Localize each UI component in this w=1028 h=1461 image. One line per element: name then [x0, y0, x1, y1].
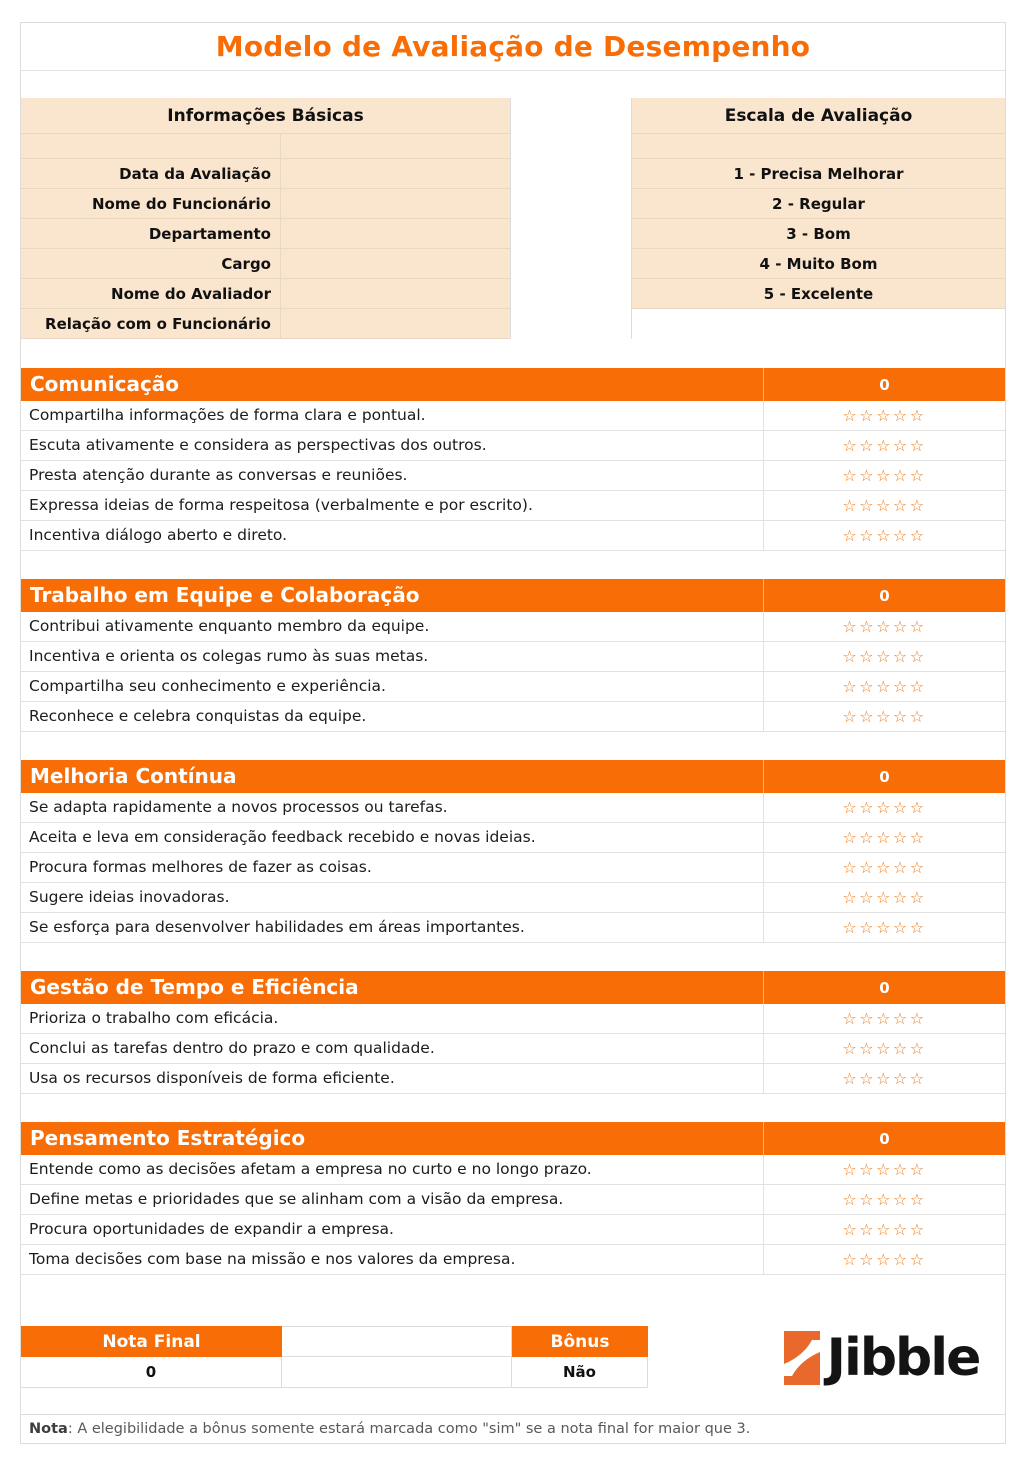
basic-info-empty-value-cell[interactable]: [281, 134, 510, 159]
spacer: [21, 339, 1005, 368]
criterion-text: Presta atenção durante as conversas e reuniões.: [29, 466, 408, 484]
category-section: [21, 971, 1005, 1094]
criterion-row: [21, 1215, 1005, 1245]
star-rating[interactable]: ☆☆☆☆☆: [763, 1034, 1005, 1063]
basic-info-block: [21, 98, 1005, 339]
star-rating[interactable]: ☆☆☆☆☆: [763, 702, 1005, 731]
basic-info-value-cell[interactable]: [281, 309, 510, 339]
basic-info-header: Informações Básicas: [21, 98, 510, 134]
criterion-row: [21, 461, 1005, 491]
rating-scale-empty-row: [632, 134, 1005, 159]
star-rating[interactable]: ☆☆☆☆☆: [763, 883, 1005, 912]
criterion-text: Compartilha informações de forma clara e pontual.: [29, 406, 426, 424]
category-header: [21, 971, 1005, 1004]
basic-info-row: [21, 159, 510, 189]
criterion-row: [21, 1034, 1005, 1064]
basic-info-label: Cargo: [21, 249, 281, 279]
category-header: [21, 760, 1005, 793]
criterion-row: [21, 521, 1005, 551]
bonus-value: Não: [512, 1357, 648, 1388]
star-rating[interactable]: ☆☆☆☆☆: [763, 431, 1005, 460]
criterion-row: [21, 1064, 1005, 1094]
rating-scale-level: 2 - Regular: [632, 189, 1005, 219]
final-score-column: [21, 1326, 282, 1388]
star-rating[interactable]: ☆☆☆☆☆: [763, 672, 1005, 701]
star-rating[interactable]: ☆☆☆☆☆: [763, 1185, 1005, 1214]
criterion-row: [21, 702, 1005, 732]
rating-scale-levels: [632, 159, 1005, 309]
criterion-row: [21, 431, 1005, 461]
category-section: [21, 1122, 1005, 1275]
criterion-row: [21, 672, 1005, 702]
criterion-text: Expressa ideias de forma respeitosa (verbalmente e por escrito).: [29, 496, 533, 514]
logo-cell: [758, 1326, 1005, 1388]
star-rating[interactable]: ☆☆☆☆☆: [763, 521, 1005, 550]
basic-info-label: Nome do Avaliador: [21, 279, 281, 309]
star-rating[interactable]: ☆☆☆☆☆: [763, 461, 1005, 490]
basic-info-row: [21, 279, 510, 309]
criterion-text: Incentiva e orienta os colegas rumo às suas metas.: [29, 647, 429, 665]
basic-info-panel: [21, 98, 510, 339]
criterion-row: [21, 883, 1005, 913]
category-section: [21, 368, 1005, 551]
star-rating[interactable]: ☆☆☆☆☆: [763, 1064, 1005, 1093]
footer-note-text: : A elegibilidade a bônus somente estará marcada como "sim" se a nota final for maior que 3.: [67, 1421, 751, 1437]
criterion-text: Define metas e prioridades que se alinham com a visão da empresa.: [29, 1190, 564, 1208]
criterion-row: [21, 642, 1005, 672]
basic-info-value-cell[interactable]: [281, 219, 510, 249]
criterion-text: Se esforça para desenvolver habilidades em áreas importantes.: [29, 918, 525, 936]
spacer: [21, 1388, 1005, 1414]
star-rating[interactable]: ☆☆☆☆☆: [763, 853, 1005, 882]
final-score-value: 0: [21, 1357, 282, 1388]
basic-info-value-cell[interactable]: [281, 249, 510, 279]
star-rating[interactable]: ☆☆☆☆☆: [763, 793, 1005, 822]
criterion-row: [21, 612, 1005, 642]
criterion-row: [21, 401, 1005, 431]
basic-info-label: Departamento: [21, 219, 281, 249]
criterion-text: Conclui as tarefas dentro do prazo e com qualidade.: [29, 1039, 435, 1057]
basic-info-fields: [21, 159, 510, 339]
category-section: [21, 579, 1005, 732]
basic-info-row: [21, 219, 510, 249]
criterion-row: [21, 491, 1005, 521]
criterion-text: Contribui ativamente enquanto membro da equipe.: [29, 617, 430, 635]
criterion-text: Reconhece e celebra conquistas da equipe.: [29, 707, 367, 725]
criterion-text: Procura oportunidades de expandir a empresa.: [29, 1220, 394, 1238]
criterion-row: [21, 1155, 1005, 1185]
criterion-text: Sugere ideias inovadoras.: [29, 888, 230, 906]
jibble-logo: [784, 1328, 980, 1388]
star-rating[interactable]: ☆☆☆☆☆: [763, 612, 1005, 641]
summary-block: [21, 1326, 1005, 1388]
spacer: [21, 71, 1005, 98]
category-score: 0: [763, 971, 1005, 1004]
criterion-text: Usa os recursos disponíveis de forma eficiente.: [29, 1069, 395, 1087]
star-rating[interactable]: ☆☆☆☆☆: [763, 1004, 1005, 1033]
rating-scale-level: 1 - Precisa Melhorar: [632, 159, 1005, 189]
category-header: [21, 579, 1005, 612]
title-row: [21, 23, 1005, 71]
rating-scale-level: 4 - Muito Bom: [632, 249, 1005, 279]
hourglass-icon: [784, 1331, 820, 1385]
category-score: 0: [763, 760, 1005, 793]
rating-scale-panel: [632, 98, 1005, 339]
rating-scale-header: Escala de Avaliação: [632, 98, 1005, 134]
bonus-header: Bônus: [512, 1326, 648, 1357]
criterion-text: Compartilha seu conhecimento e experiência.: [29, 677, 386, 695]
basic-info-value-cell[interactable]: [281, 279, 510, 309]
bonus-column: [512, 1326, 648, 1388]
criterion-row: [21, 1185, 1005, 1215]
evaluation-sheet: [20, 22, 1006, 1444]
criterion-row: [21, 823, 1005, 853]
criterion-text: Incentiva diálogo aberto e direto.: [29, 526, 288, 544]
criterion-row: [21, 853, 1005, 883]
category-score: 0: [763, 579, 1005, 612]
criterion-row: [21, 1245, 1005, 1275]
category-score: 0: [763, 1122, 1005, 1155]
criterion-row: [21, 913, 1005, 943]
spacer: [648, 1326, 758, 1388]
category-header: [21, 368, 1005, 401]
criterion-text: Entende como as decisões afetam a empresa no curto e no longo prazo.: [29, 1160, 592, 1178]
criterion-row: [21, 793, 1005, 823]
rating-scale-level: 5 - Excelente: [632, 279, 1005, 309]
star-rating[interactable]: ☆☆☆☆☆: [763, 642, 1005, 671]
logo-wordmark: Jibble: [826, 1328, 980, 1388]
criterion-row: [21, 1004, 1005, 1034]
star-rating[interactable]: ☆☆☆☆☆: [763, 1155, 1005, 1184]
basic-info-row: [21, 309, 510, 339]
summary-empty-cell: [282, 1326, 512, 1388]
basic-info-label: Relação com o Funcionário: [21, 309, 281, 339]
star-rating[interactable]: ☆☆☆☆☆: [763, 823, 1005, 852]
criterion-text: Prioriza o trabalho com eficácia.: [29, 1009, 279, 1027]
category-section: [21, 760, 1005, 943]
criterion-text: Toma decisões com base na missão e nos valores da empresa.: [29, 1250, 516, 1268]
criterion-text: Escuta ativamente e considera as perspectivas dos outros.: [29, 436, 487, 454]
rating-scale-level: 3 - Bom: [632, 219, 1005, 249]
star-rating[interactable]: ☆☆☆☆☆: [763, 491, 1005, 520]
final-score-header: Nota Final: [21, 1326, 282, 1357]
category-title: Comunicação: [30, 372, 180, 396]
category-title: Melhoria Contínua: [30, 764, 237, 788]
star-rating[interactable]: ☆☆☆☆☆: [763, 401, 1005, 430]
basic-info-label: Nome do Funcionário: [21, 189, 281, 219]
basic-info-label: Data da Avaliação: [21, 159, 281, 189]
basic-info-value-cell[interactable]: [281, 159, 510, 189]
basic-info-empty-label-cell: [21, 134, 281, 159]
basic-info-empty-row: [21, 134, 510, 159]
category-score: 0: [763, 368, 1005, 401]
column-gap: [510, 98, 632, 339]
criterion-text: Aceita e leva em consideração feedback recebido e novas ideias.: [29, 828, 536, 846]
criterion-text: Se adapta rapidamente a novos processos ou tarefas.: [29, 798, 448, 816]
footer-note: [21, 1414, 1005, 1443]
basic-info-row: [21, 189, 510, 219]
category-title: Pensamento Estratégico: [30, 1126, 306, 1150]
category-title: Gestão de Tempo e Eficiência: [30, 975, 359, 999]
star-rating[interactable]: ☆☆☆☆☆: [763, 1245, 1005, 1274]
category-title: Trabalho em Equipe e Colaboração: [30, 583, 420, 607]
sections: [21, 368, 1005, 1275]
criterion-text: Procura formas melhores de fazer as coisas.: [29, 858, 372, 876]
footer-note-label: Nota: [29, 1421, 68, 1437]
basic-info-value-cell[interactable]: [281, 189, 510, 219]
star-rating[interactable]: ☆☆☆☆☆: [763, 913, 1005, 942]
star-rating[interactable]: ☆☆☆☆☆: [763, 1215, 1005, 1244]
page-title: Modelo de Avaliação de Desempenho: [215, 30, 811, 63]
category-header: [21, 1122, 1005, 1155]
basic-info-row: [21, 249, 510, 279]
spacer: [21, 1275, 1005, 1326]
